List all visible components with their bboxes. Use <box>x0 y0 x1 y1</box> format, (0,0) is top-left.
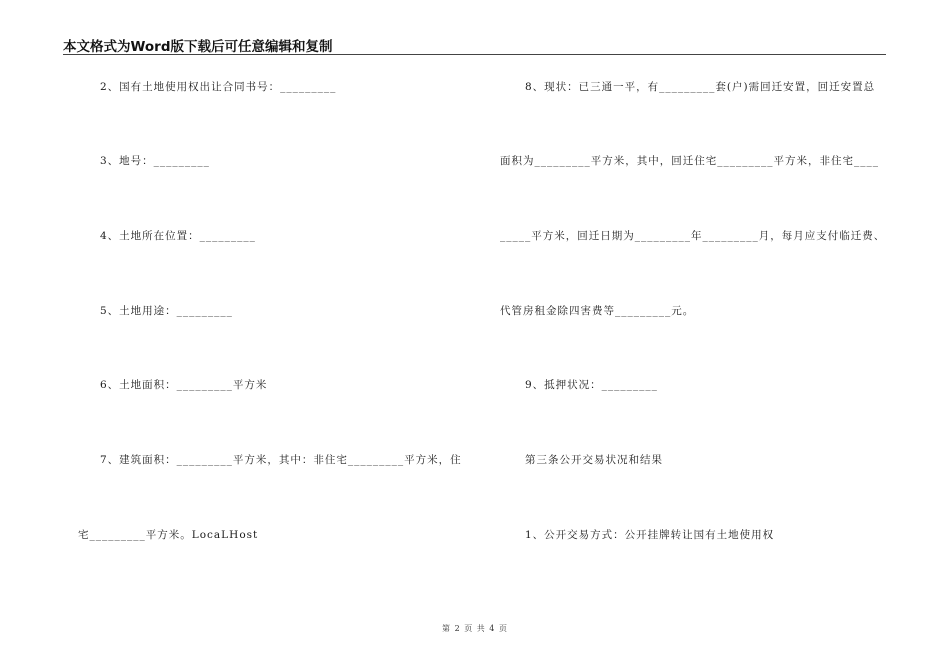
left-line-land-contract-number: 2、国有土地使用权出让合同书号：_________ <box>100 81 337 93</box>
left-line-land-location: 4、土地所在位置：_________ <box>100 230 256 242</box>
left-line-land-use: 5、土地用途：_________ <box>100 305 233 317</box>
left-line-land-area: 6、土地面积：_________平方米 <box>100 379 268 391</box>
right-line-relocation-date: _____平方米，回迁日期为_________年_________月，每月应支付临迁费、 <box>500 230 886 242</box>
left-line-building-area: 7、建筑面积：_________平方米，其中：非住宅_________平方米，住 <box>100 454 462 466</box>
right-line-section-heading: 第三条公开交易状况和结果 <box>525 454 663 466</box>
right-line-trade-method: 1、公开交易方式：公开挂牌转让国有土地使用权 <box>525 529 775 541</box>
page-header <box>63 34 886 55</box>
right-line-mortgage-status: 9、抵押状况：_________ <box>525 379 658 391</box>
page-footer: 第 2 页 共 4 页 <box>442 624 508 633</box>
header-title: 本文格式为Word版下载后可任意编辑和复制 <box>63 39 333 55</box>
right-line-fees: 代管房租金除四害费等_________元。 <box>500 305 695 317</box>
left-line-residential-area: 宅_________平方米。LocaLHost <box>78 529 259 541</box>
left-line-lot-number: 3、地号：_________ <box>100 155 210 167</box>
right-line-relocation-area: 面积为_________平方米，其中，回迁住宅_________平方米，非住宅____ <box>500 155 879 167</box>
right-line-current-status: 8、现状：已三通一平，有_________套(户)需回迁安置，回迁安置总 <box>525 81 876 93</box>
